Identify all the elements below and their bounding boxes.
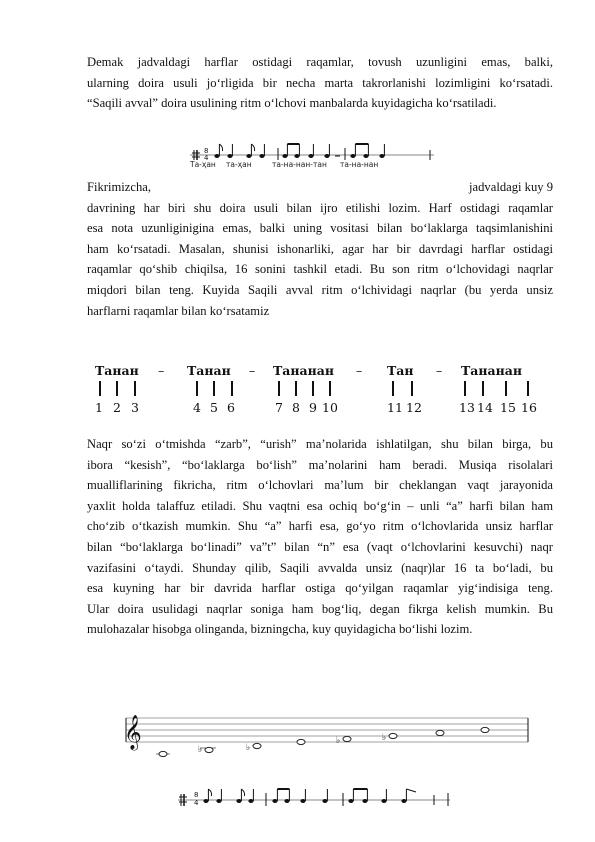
beat-number: 12: [406, 400, 422, 415]
beat-number: 1: [95, 400, 103, 415]
syllable: та-ҳан: [226, 160, 252, 169]
syllable: та-на-нан-тан: [272, 160, 327, 169]
beat-bar: [392, 381, 394, 396]
beat-number: 16: [521, 400, 537, 415]
beat-number: 15: [500, 400, 516, 415]
syllable: та-на-нан: [340, 160, 379, 169]
beat-number: 13: [459, 400, 475, 415]
beat-bar: [213, 381, 215, 396]
beat-number: 8: [292, 400, 300, 415]
rhythm-syllables: [190, 160, 440, 174]
text-line: yaxlit holda talaffuz etiladi. Shu vaqtni esa ochiq bo‘g‘in – unli “a” harfi bilan ham: [87, 498, 553, 513]
svg-text:8: 8: [194, 791, 199, 799]
text-line: esa nota uzunliginigina emas, balki uning vositasi bilan bo‘laklarga taqsimlanishini: [87, 221, 553, 236]
paragraph-1: [87, 52, 553, 114]
beat-number: 9: [309, 400, 317, 415]
tanan-dash: –: [436, 363, 443, 378]
beat-number: 2: [113, 400, 121, 415]
staff-lines: [126, 718, 528, 742]
tanan-dash: –: [356, 363, 363, 378]
paragraph-2: [87, 177, 553, 321]
beat-bar: [278, 381, 280, 396]
tanan-word: Тананан: [461, 363, 523, 378]
beat-bar: [99, 381, 101, 396]
paragraph-3: [87, 434, 553, 640]
tanan-dash: –: [249, 363, 256, 378]
beat-bar: [295, 381, 297, 396]
syllable: Та-ҳан: [190, 160, 216, 169]
beat-bar: [527, 381, 529, 396]
beat-bar: [411, 381, 413, 396]
text-line: Demak jadvaldagi harflar ostidagi raqamlar, tovush uzunligini emas, balki,: [87, 55, 553, 69]
text-line: esa kuyning har bir davrida harflar ostiga qo‘yilgan raqamlar yig‘indisiga teng.: [87, 581, 553, 596]
text-line: “Saqili avval” doira usulining ritm o‘lchovi manbalarda kuyidagicha ko‘rsatiladi.: [87, 96, 497, 111]
svg-text:♭: ♭: [198, 745, 203, 755]
tanan-word: Танан: [187, 363, 231, 378]
text-fragment: Fikrimizcha,: [87, 180, 152, 194]
beat-bar: [505, 381, 507, 396]
tanan-word: Тан: [387, 363, 414, 378]
beat-bar: [329, 381, 331, 396]
beat-number: 4: [193, 400, 201, 415]
beat-number: 10: [322, 400, 338, 415]
svg-text:4: 4: [204, 154, 209, 162]
text-fragment: jadvaldagi kuy 9: [469, 180, 553, 194]
svg-text:4: 4: [194, 799, 199, 807]
text-line: bilan “bo‘laklarga bo‘linadi” va”t” bilan “n” esa (vaqt o‘lchovlarini kesuvchi) naqr: [87, 539, 553, 554]
beat-number: 11: [387, 400, 403, 415]
tanan-word: Танан: [95, 363, 139, 378]
text-line: Naqr so‘zi o‘tmishda “zarb”, “urish” ma’nolarida ishlatilgan, shu bilan birga, bu: [87, 437, 553, 451]
text-line: davrining har biri shu doira usuli bilan ijro etilishi lozim. Harf ostidagi raqamlar: [87, 200, 553, 215]
text-line: ibora “kesish”, “bo‘laklarga bo‘lish” ma’nolarini ham beradi. Musiqa risolalari: [87, 457, 553, 472]
svg-text:8: 8: [204, 147, 209, 155]
svg-text:♭: ♭: [336, 736, 341, 746]
svg-text:♭: ♭: [246, 743, 251, 753]
tanan-dash: –: [158, 363, 165, 378]
text-line: ham ko‘rsatadi. Masalan, shunisi ishonarliki, agar har bir davrdagi harflar ostidagi: [87, 241, 553, 256]
text-line: ularning doira usuli jo‘rligida bir necha marta takrorlanishi lozimligini ko‘rsatadi.: [87, 75, 553, 90]
text-line: raqamlar qo‘shib chiqilsa, 16 sonini tashkil etadi. Bu son ritm o‘lchovidagi naqrlar: [87, 262, 553, 277]
beat-bar: [134, 381, 136, 396]
tanan-word: Тананан: [273, 363, 335, 378]
beat-bar: [116, 381, 118, 396]
beat-bar: [482, 381, 484, 396]
text-line: mualliflarining fikricha, ritm o‘lchovlari ma’lum bir cheklangan vaqt jarayonida: [87, 478, 553, 493]
treble-clef-icon: 𝄞: [124, 715, 142, 750]
text-line: [87, 177, 553, 198]
music-staff-figure: [118, 712, 530, 812]
beat-number: 7: [275, 400, 283, 415]
text-line: mulohazalar hisobga olinganda, bizningcha, kuy quyidagicha bo‘lishi lozim.: [87, 622, 473, 637]
beat-bar: [231, 381, 233, 396]
text-line: Ular doira usulidagi naqrlar soniga ham bog‘liq, degan fikrga kelish mumkin. Bu: [87, 601, 553, 616]
beat-number: 5: [210, 400, 218, 415]
beat-bar: [464, 381, 466, 396]
beat-number: 6: [227, 400, 235, 415]
text-line: cho‘zib o‘tkazish mumkin. Shu “a” harfi esa, go‘yo ritm o‘lchovlarida unsiz harflar: [87, 519, 553, 534]
beat-number: 14: [477, 400, 493, 415]
text-line: miqdori bilan teng. Kuyida Saqili avval ritm o‘lchividagi naqrlar (bu yerda unsiz: [87, 282, 553, 297]
beat-number: 3: [131, 400, 139, 415]
beat-bar: [312, 381, 314, 396]
text-line: harflarni raqamlar bilan ko‘rsatamiz: [87, 303, 270, 318]
text-line: vazifasini o‘taydi. Shunday qilib, Saqili avvalda unsiz (naqr)lar 16 ta bo‘ladi, bu: [87, 560, 553, 575]
svg-text:♭: ♭: [382, 733, 387, 743]
beat-bar: [196, 381, 198, 396]
